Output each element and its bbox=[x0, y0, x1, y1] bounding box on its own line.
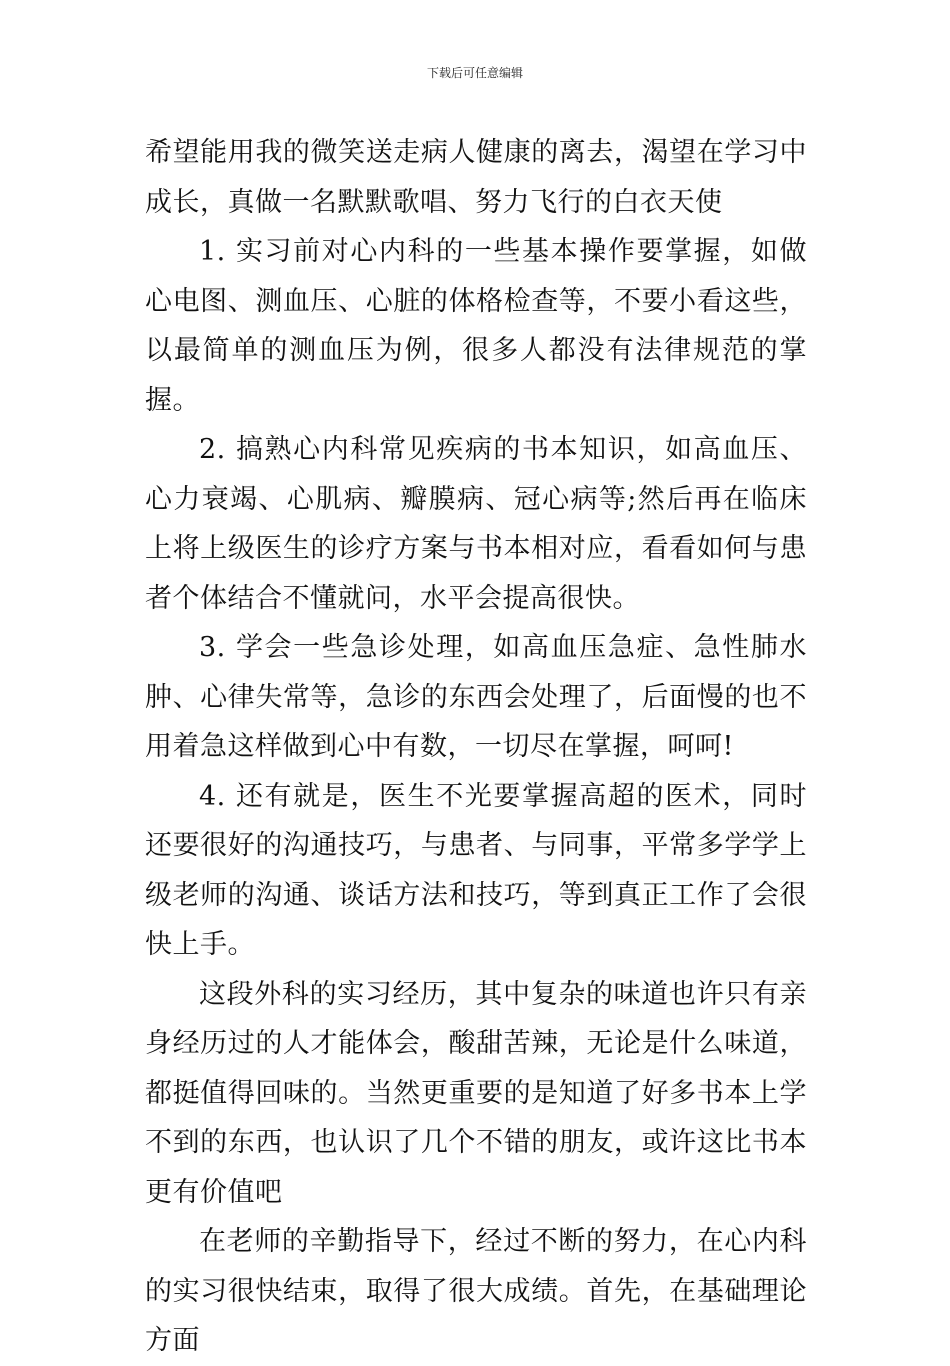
paragraph-item-4: 4. 还有就是，医生不光要掌握高超的医术，同时还要很好的沟通技巧，与患者、与同事，平常多学学上级老师的沟通、谈话方法和技巧，等到真正工作了会很快上手。 bbox=[145, 780, 807, 960]
page-header-note: 下载后可任意编辑 bbox=[426, 66, 523, 80]
paragraph-reflection: 这段外科的实习经历，其中复杂的味道也许只有亲身经历过的人才能体会，酸甜苦辣，无论是什么味道，都挺值得回味的。当然更重要的是知道了好多书本上学不到的东西，也认识了几个不错的朋友，或许这比书本更有价值吧 bbox=[145, 978, 807, 1208]
paragraph-item-2: 2. 搞熟心内科常见疾病的书本知识，如高血压、心力衰竭、心肌病、瓣膜病、冠心病等;然后再在临床上将上级医生的诊疗方案与书本相对应，看看如何与患者个体结合不懂就问，水平会提高很快。 bbox=[145, 434, 807, 614]
document-body bbox=[145, 128, 807, 1366]
paragraph-item-3: 3. 学会一些急诊处理，如高血压急症、急性肺水肿、心律失常等，急诊的东西会处理了，后面慢的也不用着急这样做到心中有数，一切尽在掌握，呵呵! bbox=[145, 632, 807, 762]
paragraph-item-1: 1. 实习前对心内科的一些基本操作要掌握，如做心电图、测血压、心脏的体格检查等，不要小看这些，以最简单的测血压为例，很多人都没有法律规范的掌握。 bbox=[145, 236, 807, 416]
paragraph-intro: 希望能用我的微笑送走病人健康的离去，渴望在学习中成长，真做一名默默歌唱、努力飞行的白衣天使 bbox=[145, 137, 807, 218]
paragraph-conclusion: 在老师的辛勤指导下，经过不断的努力，在心内科的实习很快结束，取得了很大成绩。首先，在基础理论方面 bbox=[145, 1226, 807, 1356]
